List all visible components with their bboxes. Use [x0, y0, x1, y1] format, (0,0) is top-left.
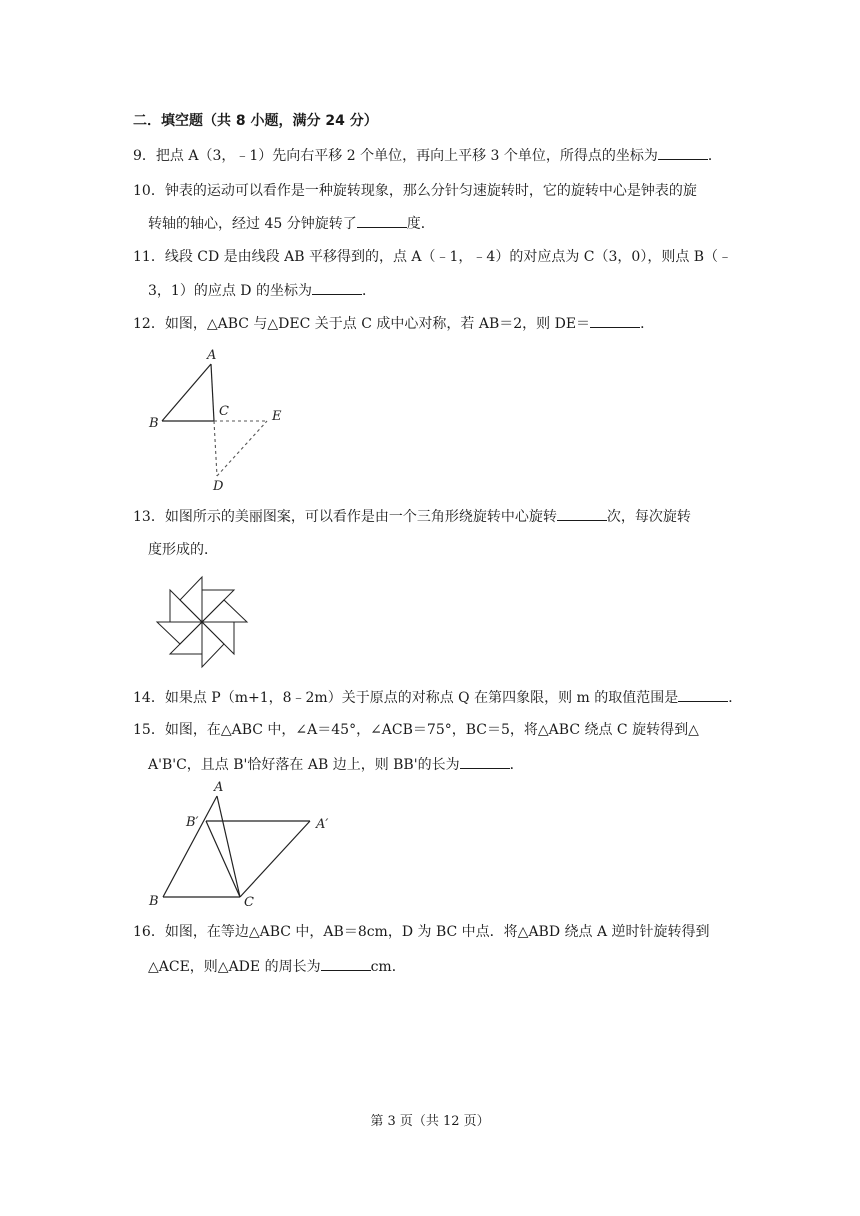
q10-number: 10．: [133, 183, 165, 199]
q11-line2a: 3，1）的应点 D 的坐标为: [148, 283, 312, 299]
q14-answer-blank[interactable]: [678, 687, 728, 702]
pinwheel-triangle-8: [170, 590, 202, 622]
question-15-line2: [148, 754, 524, 775]
figure-13-pinwheel-pattern: [150, 575, 255, 670]
label-E: E: [272, 409, 282, 424]
question-10-line1: [133, 181, 697, 201]
q9-text: 把点 A（3，﹣1）先向右平移 2 个单位，再向上平移 3 个单位，所得点的坐标为: [155, 148, 658, 164]
q12-tail: ．: [640, 316, 655, 332]
segment-BpC: [206, 821, 240, 897]
q10-line2b: 度．: [406, 216, 435, 232]
label-D: D: [213, 479, 224, 494]
q10-answer-blank[interactable]: [357, 213, 407, 228]
q15-line1: 如图，在△ABC 中，∠A＝45°，∠ACB＝75°，BC＝5，将△ABC 绕点 C 旋转得到△: [164, 722, 699, 738]
q16-number: 16．: [133, 924, 165, 940]
pinwheel-triangle-5: [202, 622, 224, 667]
pinwheel-triangle-3: [202, 600, 247, 622]
q12-answer-blank[interactable]: [590, 313, 640, 328]
q15-answer-blank[interactable]: [460, 754, 510, 769]
question-14: [133, 687, 742, 708]
segment-AC: [211, 364, 214, 421]
segment-BA: [162, 364, 211, 421]
question-16-line1: [133, 922, 710, 942]
label-B: B: [149, 416, 159, 431]
q11-line1: 线段 CD 是由线段 AB 平移得到的，点 A（﹣1，﹣4）的对应点为 C（3，0），则点 B（﹣: [164, 249, 733, 265]
q11-number: 11．: [133, 249, 165, 265]
question-11-line2: [148, 280, 376, 301]
q15-line2b: ．: [509, 757, 524, 773]
pinwheel-triangle-1: [180, 577, 202, 622]
q11-answer-blank[interactable]: [312, 280, 362, 295]
q16-line2a: △ACE，则△ADE 的周长为: [148, 959, 321, 975]
section-title: 二．填空题（共 8 小题，满分 24 分）: [133, 113, 378, 129]
q13-answer-blank-1[interactable]: [557, 506, 607, 521]
q15-number: 15．: [133, 722, 165, 738]
label-Ap: A′: [316, 817, 329, 832]
q12-text: 如图，△ABC 与△DEC 关于点 C 成中心对称，若 AB＝2，则 DE＝: [164, 316, 591, 332]
question-16-line2: [148, 956, 406, 977]
label-Bp: B′: [186, 815, 199, 830]
question-15-line1: [133, 720, 699, 740]
q9-number: 9．: [133, 148, 156, 164]
label-A: A: [214, 780, 224, 795]
q13-number: 13．: [133, 509, 165, 525]
q9-answer-blank[interactable]: [658, 145, 708, 160]
figure-15-rotation: [140, 778, 350, 913]
segment-ApC: [240, 821, 310, 897]
q12-number: 12．: [133, 316, 165, 332]
q10-line2a: 转轴的轴心，经过 45 分钟旋转了: [148, 216, 357, 232]
segment-BA: [163, 796, 217, 897]
question-13-line2: [148, 540, 218, 560]
question-13-line1: [133, 506, 691, 527]
q9-tail: ．: [707, 148, 722, 164]
label-A: A: [207, 348, 217, 363]
q15-line2a: A'B'C，且点 B'恰好落在 AB 边上，则 BB'的长为: [148, 757, 460, 773]
label-C: C: [219, 404, 229, 419]
segment-AC: [217, 796, 240, 897]
q13-line1a: 如图所示的美丽图案，可以看作是由一个三角形绕旋转中心旋转: [164, 509, 557, 525]
question-10-line2: [148, 213, 435, 234]
q14-number: 14．: [133, 690, 165, 706]
question-12: [133, 313, 654, 334]
page-footer: 第 3 页（共 12 页）: [370, 1114, 490, 1129]
label-C: C: [244, 895, 254, 910]
pinwheel-triangle-7: [157, 622, 202, 644]
q16-line2b: cm．: [370, 959, 406, 975]
pinwheel-group: [157, 577, 247, 667]
q13-line1b: 次，每次旋转: [606, 509, 691, 525]
q10-line1: 钟表的运动可以看作是一种旋转现象，那么分针匀速旋转时，它的旋转中心是钟表的旋: [164, 183, 697, 199]
q13-line2: 度形成的．: [148, 542, 218, 558]
q14-tail: ．: [728, 690, 743, 706]
q16-line1: 如图，在等边△ABC 中，AB＝8cm，D 为 BC 中点．将△ABD 绕点 A 逆时针旋转得到: [164, 924, 710, 940]
q11-line2b: ．: [361, 283, 376, 299]
q14-text: 如果点 P（m+1，8﹣2m）关于原点的对称点 Q 在第四象限，则 m 的取值范围是: [164, 690, 679, 706]
segment-CD: [214, 421, 217, 476]
segment-DE: [217, 421, 267, 476]
figure-12-symmetric-triangles: [140, 340, 300, 495]
q16-answer-blank[interactable]: [321, 956, 371, 971]
question-11-line1: [133, 247, 732, 267]
label-B: B: [149, 894, 159, 909]
question-9: [133, 145, 722, 166]
